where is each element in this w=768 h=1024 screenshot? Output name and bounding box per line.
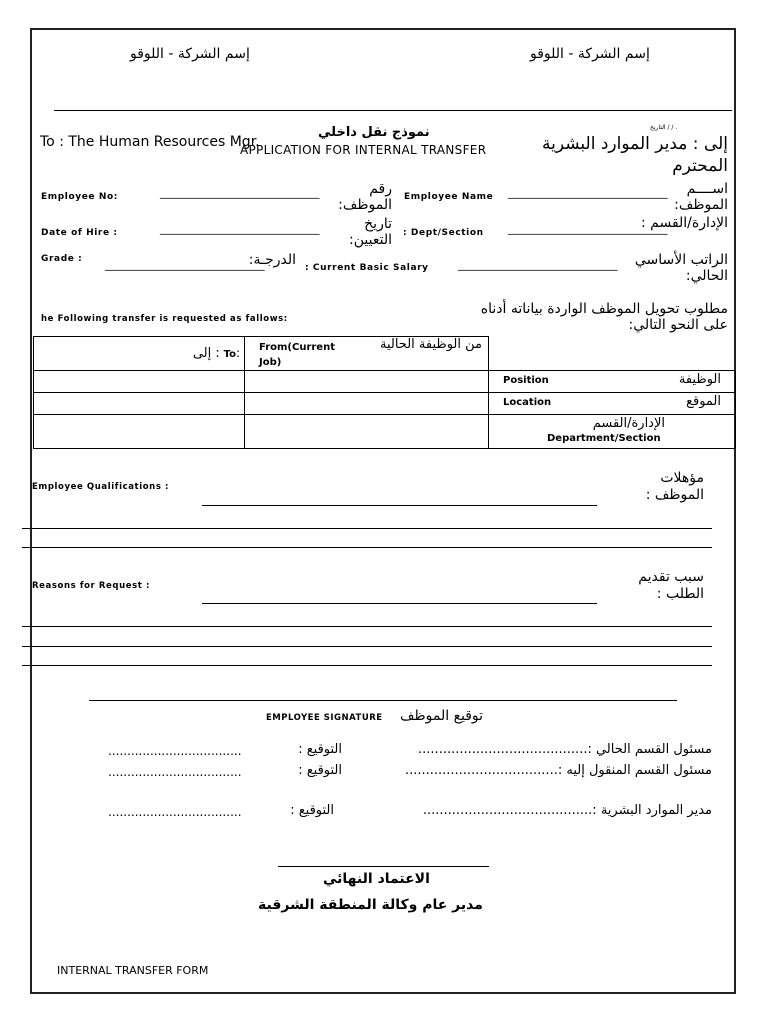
position-english: Position — [503, 375, 549, 386]
current-salary-field[interactable]: _____________________________ — [458, 258, 618, 271]
reasons-label: Reasons for Request : — [32, 581, 150, 591]
grade-label: Grade : — [41, 254, 83, 264]
employee-no-label: Employee No: — [41, 192, 118, 202]
qualifications-line-1[interactable] — [202, 505, 597, 506]
date-of-hire-label: Date of Hire : — [41, 228, 118, 238]
current-salary-label: : Current Basic Salary — [305, 263, 429, 273]
date-of-hire-arabic: تاريخ التعيين: — [349, 216, 392, 248]
location-label-cell — [489, 393, 736, 415]
qualifications-arabic-1: مؤهلات — [660, 470, 704, 486]
company-logo-right: إسم الشركة - اللوقو — [530, 46, 650, 62]
form-title-arabic: نموذج نقل داخلي — [318, 125, 430, 140]
location-english: Location — [503, 397, 552, 408]
reasons-line-4[interactable] — [22, 665, 712, 666]
transfer-intro-arabic: مطلوب تحويل الموظف الواردة بياناته أدناه على النحو التالي: — [480, 301, 728, 333]
from-header — [245, 337, 489, 371]
employee-signature-line[interactable] — [89, 700, 677, 701]
form-footer-name: INTERNAL TRANSFER FORM — [57, 964, 209, 977]
hr-manager-sign-field[interactable]: ................................... — [108, 805, 242, 819]
transfer-row-location — [34, 393, 736, 415]
to-english: To — [223, 349, 236, 360]
to-location-cell[interactable] — [34, 393, 245, 415]
department-english: Department/Section — [547, 433, 661, 444]
hr-manager-sign-label: التوقيع : — [290, 803, 334, 818]
final-approval-line[interactable] — [278, 866, 489, 867]
department-label-cell — [489, 415, 736, 449]
qualifications-label: Employee Qualifications : — [32, 482, 170, 492]
form-title-english: APPLICATION FOR INTERNAL TRANSFER — [240, 143, 487, 157]
department-arabic: الإدارة/القسم — [592, 416, 665, 431]
current-dept-sign-label: التوقيع : — [298, 742, 342, 757]
header-divider — [54, 110, 732, 111]
employee-signature-english: EMPLOYEE SIGNATURE — [266, 713, 383, 723]
employee-name-label: Employee Name — [404, 192, 494, 202]
hr-manager: مدير الموارد البشرية :......................................... — [422, 803, 712, 818]
to-position-cell[interactable] — [34, 371, 245, 393]
transfer-row-position — [34, 371, 736, 393]
employee-name-arabic: اســــم الموظف: — [674, 181, 728, 213]
current-salary-arabic: الراتب الأساسي الحالي: — [634, 252, 728, 284]
from-position-cell[interactable] — [245, 371, 489, 393]
reasons-line-1[interactable] — [202, 603, 597, 604]
date-marks: . / / التاريخ — [650, 124, 678, 131]
general-manager-title: مدير عام وكالة المنطقة الشرقية — [258, 897, 483, 913]
current-dept-head: مسئول القسم الحالي :......................................... — [418, 742, 712, 757]
addressee-english: To : The Human Resources Mgr. — [40, 134, 260, 150]
position-label-cell — [489, 371, 736, 393]
reasons-arabic-1: سبب تقديم — [638, 569, 704, 585]
reasons-line-2[interactable] — [22, 626, 712, 627]
transfer-table-header — [34, 337, 736, 371]
header-blank — [489, 337, 736, 371]
company-logo-left: إسم الشركة - اللوقو — [130, 46, 250, 62]
dept-section-arabic: الإدارة/القسم : — [640, 215, 728, 231]
qualifications-line-2[interactable] — [22, 528, 712, 529]
dept-section-field[interactable]: _____________________________ — [508, 222, 668, 235]
to-header: إلى : To: — [34, 337, 245, 371]
transfer-intro-english: he Following transfer is requested as fallows: — [41, 314, 288, 324]
to-arabic: إلى : — [192, 346, 220, 361]
transfer-table — [33, 336, 736, 449]
employee-no-field[interactable]: _____________________________ — [160, 186, 320, 199]
qualifications-line-3[interactable] — [22, 547, 712, 548]
addressee-arabic: إلى : مدير الموارد البشرية — [542, 134, 728, 154]
reasons-line-3[interactable] — [22, 646, 712, 647]
new-dept-sign-field[interactable]: ................................... — [108, 765, 242, 779]
position-arabic: الوظيفة — [678, 372, 721, 387]
from-department-cell[interactable] — [245, 415, 489, 449]
from-arabic: من الوظيفة الحالية — [379, 337, 482, 352]
from-location-cell[interactable] — [245, 393, 489, 415]
final-approval-title: الاعتماد النهائي — [323, 871, 430, 887]
grade-field[interactable]: _____________________________ — [105, 258, 265, 271]
employee-name-field[interactable]: _____________________________ — [508, 186, 668, 199]
location-arabic: الموقع — [686, 394, 721, 409]
new-dept-head: مسئول القسم المنقول إليه :..................................... — [404, 763, 712, 778]
qualifications-arabic-2: الموظف : — [645, 487, 704, 503]
date-of-hire-field[interactable]: _____________________________ — [160, 222, 320, 235]
employee-signature-arabic: توقيع الموظف — [400, 708, 484, 724]
employee-no-arabic: رقم الموظف: — [338, 181, 392, 213]
transfer-row-department — [34, 415, 736, 449]
form-border — [30, 28, 736, 994]
to-department-cell[interactable] — [34, 415, 245, 449]
addressee-arabic-respected: المحترم — [672, 156, 728, 176]
from-english: From(Current Job) — [259, 342, 335, 368]
new-dept-sign-label: التوقيع : — [298, 763, 342, 778]
current-dept-sign-field[interactable]: ................................... — [108, 744, 242, 758]
dept-section-label: : Dept/Section — [403, 228, 484, 238]
grade-arabic: الدرجـة: — [248, 252, 296, 268]
reasons-arabic-2: الطلب : — [656, 586, 704, 602]
